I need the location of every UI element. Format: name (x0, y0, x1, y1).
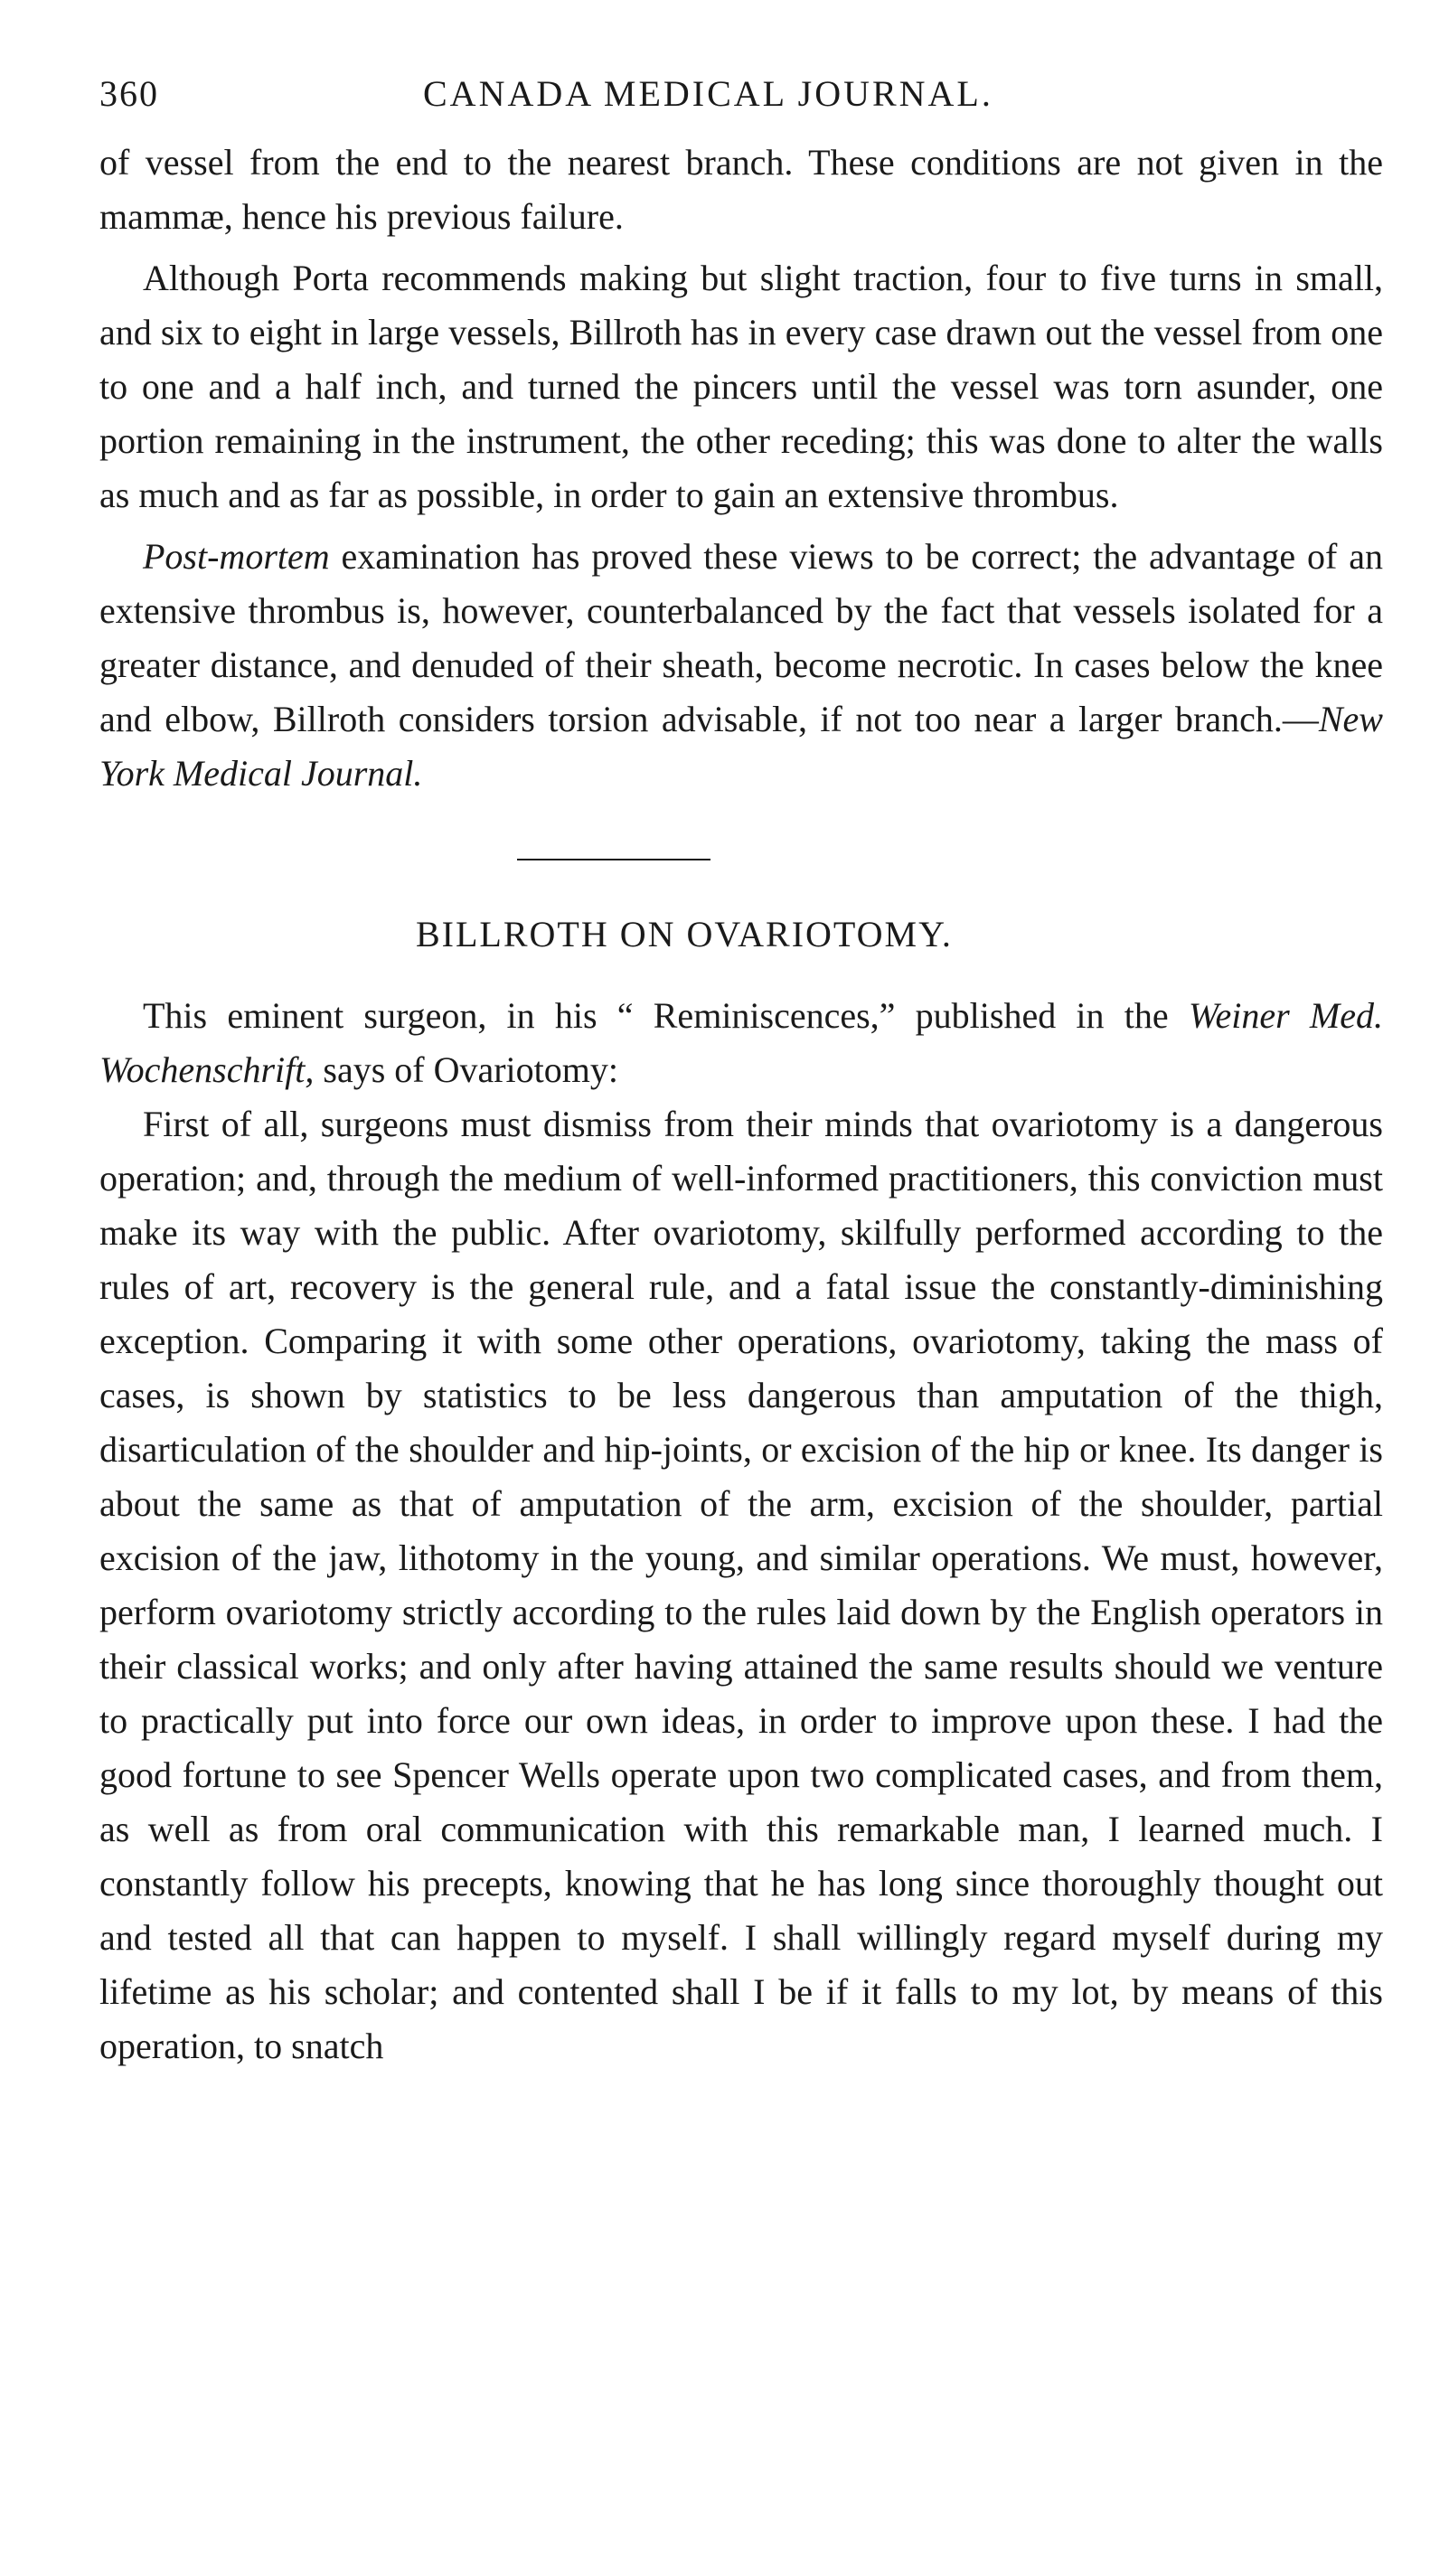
page-number: 360 (99, 73, 159, 114)
intro-text-1: This eminent surgeon, in his “ Reminiscences,” published in the (143, 995, 1189, 1036)
paragraph-intro (99, 989, 1383, 1097)
torsion-article (99, 136, 1383, 801)
intro-text-2: says of Ovariotomy: (314, 1049, 619, 1090)
paragraph-post-mortem (99, 530, 1383, 801)
italic-post-mortem: Post-mortem (143, 536, 330, 577)
source-citation: New York Medical Journal. (99, 699, 1383, 794)
section-title: BILLROTH ON OVARIOTOMY. (416, 914, 953, 954)
ovariotomy-article (99, 989, 1383, 2073)
section-divider (517, 859, 710, 860)
running-head (99, 72, 1383, 136)
journal-title: CANADA MEDICAL JOURNAL. (423, 73, 993, 114)
paragraph-porta-traction: Although Porta recommends making but slight traction, four to five turns in small, and six to eight in large vessels, Billroth has in every case drawn out the vessel from one to one and a half inch, and turned the pincers until the vessel was torn asunder, one portion remaining in the instrument, the other receding; this was done to alter the walls as much and as far as possible, in order to gain an extensive thrombus. (99, 258, 1383, 515)
journal-page (99, 72, 1383, 2073)
post-mortem-text: examination has proved these views to be correct; the advantage of an extensive thrombus is, however, counterbalanced by the fact that vessels isolated for a greater distance, and denuded of their sheath, become necrotic. In cases below the knee and elbow, Billroth considers torsion advisable, if not too near a larger branch.— (99, 536, 1383, 739)
paragraph-continuation: of vessel from the end to the nearest branch. These conditions are not given in the mammæ, hence his previous failure. (99, 142, 1383, 237)
paragraph-main: First of all, surgeons must dismiss from their minds that ovariotomy is a dangerous operation; and, through the medium of well-informed practitioners, this conviction must make its way with the public. After ovariotomy, skilfully performed according to the rules of art, recovery is the general rule, and a fatal issue the constantly-diminishing exception. Comparing it with some other operations, ovariotomy, taking the mass of cases, is shown by statistics to be less dangerous than amputation of the thigh, disarticulation of the shoulder and hip-joints, or excision of the hip or knee. Its danger is about the same as that of amputation of the arm, excision of the shoulder, partial excision of the jaw, lithotomy in the young, and similar operations. We must, however, perform ovariotomy strictly according to the rules laid down by the English operators in their classical works; and only after having attained the same results should we venture to practically put into force our own ideas, in order to improve upon these. I had the good fortune to see Spencer Wells operate upon two complicated cases, and from them, as well as from oral communication with this remarkable man, I learned much. I constantly follow his precepts, knowing that he has long since thoroughly thought out and tested all that can happen to myself. I shall willingly regard myself during my lifetime as his scholar; and contented shall I be if it falls to my lot, by means of this operation, to snatch (99, 1104, 1383, 2066)
italic-journal-name: Weiner Med. Wochenschrift, (99, 995, 1383, 1090)
